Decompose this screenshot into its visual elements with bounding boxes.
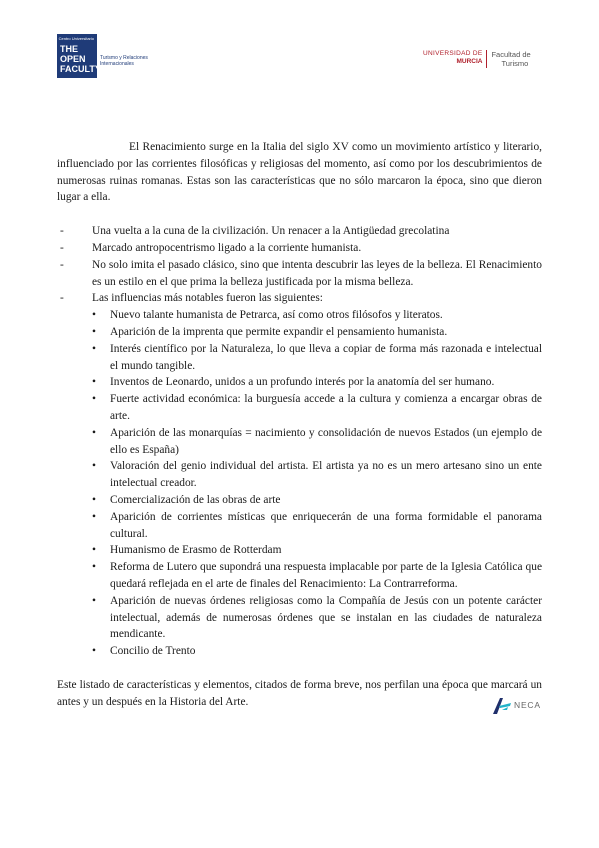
- university-line2: MURCIA: [456, 58, 483, 65]
- university-name: [423, 50, 482, 66]
- list-item: • Comercialización de las obras de arte: [92, 492, 542, 509]
- list-item: • Valoración del genio individual del artista. El artista ya no es un mero artesano sino un ente intelectual creador.: [92, 458, 542, 492]
- list-item-influences: [57, 290, 542, 660]
- list-item: • Reforma de Lutero que supondrá una respuesta implacable por parte de la Iglesia Católica que quedará reflejada en el arte de finales del Renacimiento: La Contrarreforma.: [92, 559, 542, 593]
- universidad-murcia-logo: [423, 50, 531, 68]
- university-line1: UNIVERSIDAD DE: [423, 50, 483, 57]
- list-item: - No solo imita el pasado clásico, sino que intenta descubrir las leyes de la belleza. El Renacimiento es un estilo en el que prima la belleza justificada por la misma belleza.: [57, 257, 542, 291]
- list-item: • Fuerte actividad económica: la burguesía accede a la cultura y comienza a encargar obras de arte.: [92, 391, 542, 425]
- closing-paragraph: Este listado de características y elementos, citados de forma breve, nos perfilan una época que marcará un antes y un después en la Historia del Arte.: [57, 678, 542, 708]
- list-item: - Una vuelta a la cuna de la civilización. Un renacer a la Antigüedad grecolatina: [57, 223, 542, 240]
- list-item: • Interés científico por la Naturaleza, lo que lleva a copiar de forma más razonada e intelectual el mundo tangible.: [92, 341, 542, 375]
- logo-divider: [486, 50, 487, 68]
- logo-small-text: Centro Universitario: [58, 36, 94, 41]
- document-body: [57, 139, 542, 711]
- list-item: • Aparición de las monarquías = nacimiento y consolidación de nuevos Estados (un ejemplo de ello es España): [92, 425, 542, 459]
- logo-main-text: THE OPEN FACULTY: [60, 44, 101, 74]
- list-item: • Aparición de nuevas órdenes religiosas como la Compañía de Jesús con un potente carácter intelectual, además de numerosas órdenes que se instalan en las ciudades de naturaleza mendicante.: [92, 593, 542, 643]
- logo-subtitle: Turismo y Relaciones Internacionales: [100, 55, 148, 67]
- open-faculty-logo: [57, 34, 150, 78]
- aneca-logo: [491, 694, 541, 716]
- list-item: • Nuevo talante humanista de Petrarca, así como otros filósofos y literatos.: [92, 307, 542, 324]
- influences-heading: Las influencias más notables fueron las siguientes:: [92, 292, 323, 305]
- list-item: • Inventos de Leonardo, unidos a un profundo interés por la anatomía del ser humano.: [92, 374, 542, 391]
- aneca-mark-icon: [491, 694, 513, 716]
- list-item: • Aparición de la imprenta que permite expandir el pensamiento humanista.: [92, 324, 542, 341]
- faculty-line1: Facultad de: [491, 50, 531, 59]
- list-item: - Marcado antropocentrismo ligado a la corriente humanista.: [57, 240, 542, 257]
- list-item: • Humanismo de Erasmo de Rotterdam: [92, 542, 542, 559]
- characteristics-list: [57, 223, 542, 660]
- list-item: • Aparición de corrientes místicas que enriquecerán de una forma formidable el panorama cultural.: [92, 509, 542, 543]
- faculty-name: [491, 50, 530, 68]
- list-item: • Concilio de Trento: [92, 643, 542, 660]
- intro-paragraph: El Renacimiento surge en la Italia del siglo XV como un movimiento artístico y literario, influenciado por las corrientes filosóficas y religiosas del momento, así como por los descubrimientos de numerosas ruinas romanas. Estas son las características que no sólo marcaron la época, sino que dieron lugar a ella.: [57, 141, 542, 204]
- open-faculty-logo-mark: [57, 34, 101, 78]
- influences-list: [92, 307, 542, 660]
- faculty-line2: Turismo: [501, 59, 529, 68]
- aneca-logo-text: NECA: [514, 700, 541, 710]
